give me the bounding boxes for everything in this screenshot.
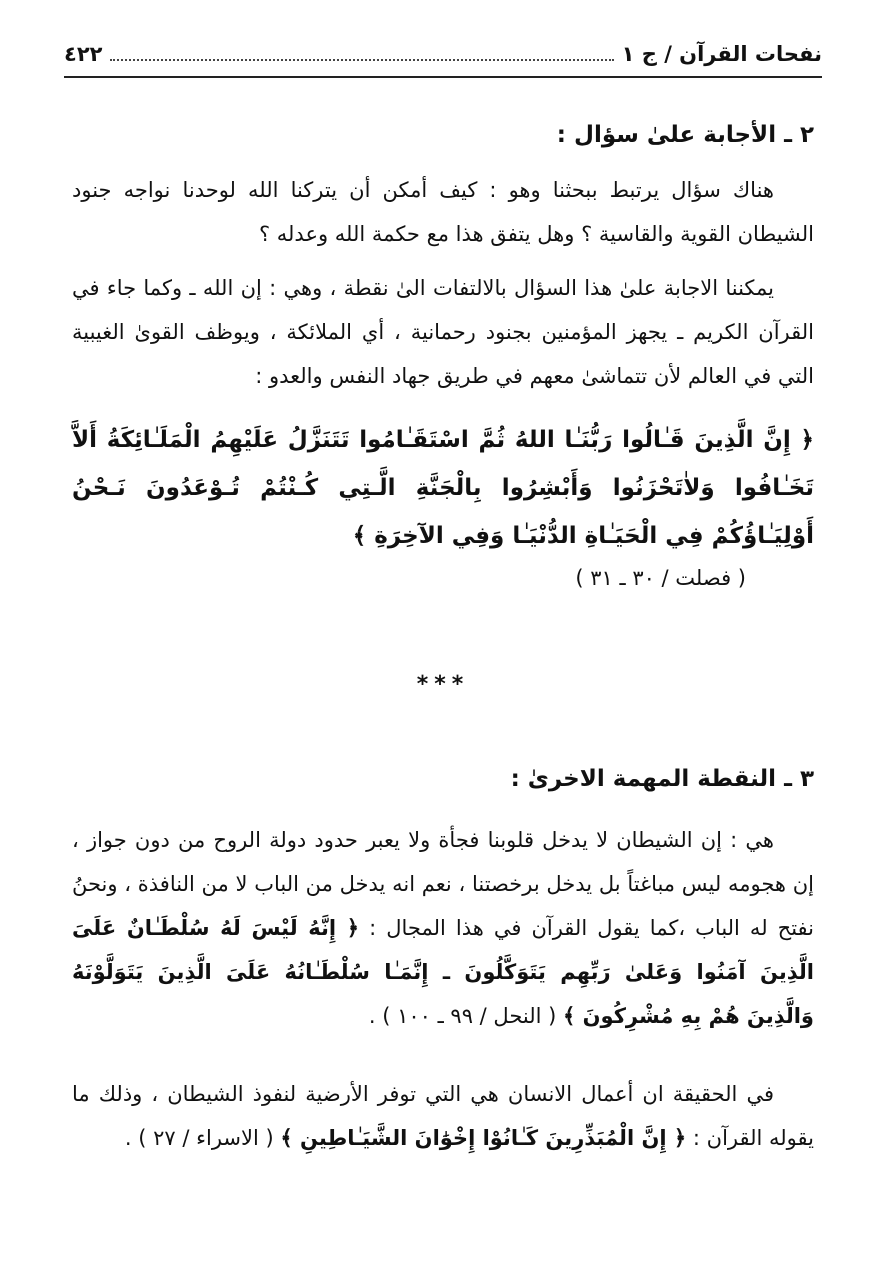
quran-verse-isra: ﴿ إِنَّ الْمُبَذِّرِينَ كَـٰانُوْا إِخْوَٰانَ الشَّيَـٰاطِينِ ﴾ [280, 1126, 687, 1150]
page-number: ٤٢٢ [64, 42, 103, 66]
section-3 [72, 766, 814, 792]
running-header [64, 32, 822, 78]
paragraph-text: في الحقيقة ان أعمال الانسان هي التي توفر الأرضية لنفوذ الشيطان ، وذلك ما يقوله القرآن : [72, 1082, 814, 1150]
paragraph-text: هي : إن الشيطان لا يدخل قلوبنا فجأة ولا يعبر حدود دولة الروح من دون جواز ، إن هجومه ليس مباغتاً بل يدخل برخصتنا ، نعم انه يدخل من الباب لا من النافذة ، ونحنُ نفتح له الباب ،كما يقول القرآن في هذا المجال : [72, 828, 814, 940]
quran-verse-fussilat: ﴿ إِنَّ الَّذِينَ قَـٰالُوا رَبُّنَـٰا اللهُ ثُمَّ اسْتَقَـٰامُوا تَتَنَزَّلُ عَلَيْهِمُ الْمَلَـٰائِكَةُ أَلاَّ تَخَـٰافُوا وَلاٰتَحْزَنُوا وَأَبْشِرُوا بِالْجَنَّةِ الَّـتِي كُـنْتُمْ تُـوْعَدُونَ نَـحْنُ أَوْلِيَـٰاؤُكُمْ فِي الْحَيَـٰاةِ الدُّنْيَـٰا وَفِي الآخِرَةِ ﴾ [72, 427, 814, 549]
section-3-paragraph-2 [72, 1072, 814, 1160]
header-dot-leader [110, 59, 613, 61]
section-2-paragraph-1: هناك سؤال يرتبط ببحثنا وهو : كيف أمكن أن يتركنا الله لوحدنا نواجه جنود الشيطان القوية والقاسية ؟ وهل يتفق هذا مع حكمة الله وعدله ؟ [72, 178, 814, 246]
section-3-paragraph-1 [72, 818, 814, 1038]
book-title: نفحات القرآن / ج ١ [621, 42, 822, 66]
verse-reference-isra: ( الاسراء / ٢٧ ) . [124, 1126, 274, 1150]
verse-reference-nahl: ( النحل / ٩٩ ـ ١٠٠ ) . [368, 1004, 557, 1028]
quran-verse-nahl: ﴿ إِنَّهُ لَيْسَ لَهُ سُلْطَـٰانٌ عَلَىَ الَّذِينَ آمَنُوا وَعَلىٰ رَبِّهِم يَتَوَكَّلُونَ ـ إِنَّمَـٰا سُلْطَـٰانُهُ عَلَىَ الَّذِينَ يَتَوَلَّوْنَهُ وَالَّذِينَ هُمْ بِهِ مُشْرِكُونَ ﴾ [72, 916, 814, 1028]
verse-reference-fussilat: ( فصلت / ٣٠ ـ ٣١ ) [575, 566, 746, 590]
section-2 [72, 122, 814, 148]
section-2-paragraph-2: يمكننا الاجابة علىٰ هذا السؤال بالالتفات الىٰ نقطة ، وهي : إن الله ـ وكما جاء في القرآن الكريم ـ يجهز المؤمنين بجنود رحمانية ، أي الملائكة ، ويوظف القوىٰ الغيبية التي في العالم لأن تتماشىٰ معهم في طريق جهاد النفس والعدو : [72, 276, 814, 388]
section-3-heading: ٣ ـ النقطة المهمة الاخرىٰ : [510, 766, 814, 792]
section-2-heading: ٢ ـ الأجابة علىٰ سؤال : [556, 122, 814, 148]
section-separator: *** [416, 672, 470, 697]
